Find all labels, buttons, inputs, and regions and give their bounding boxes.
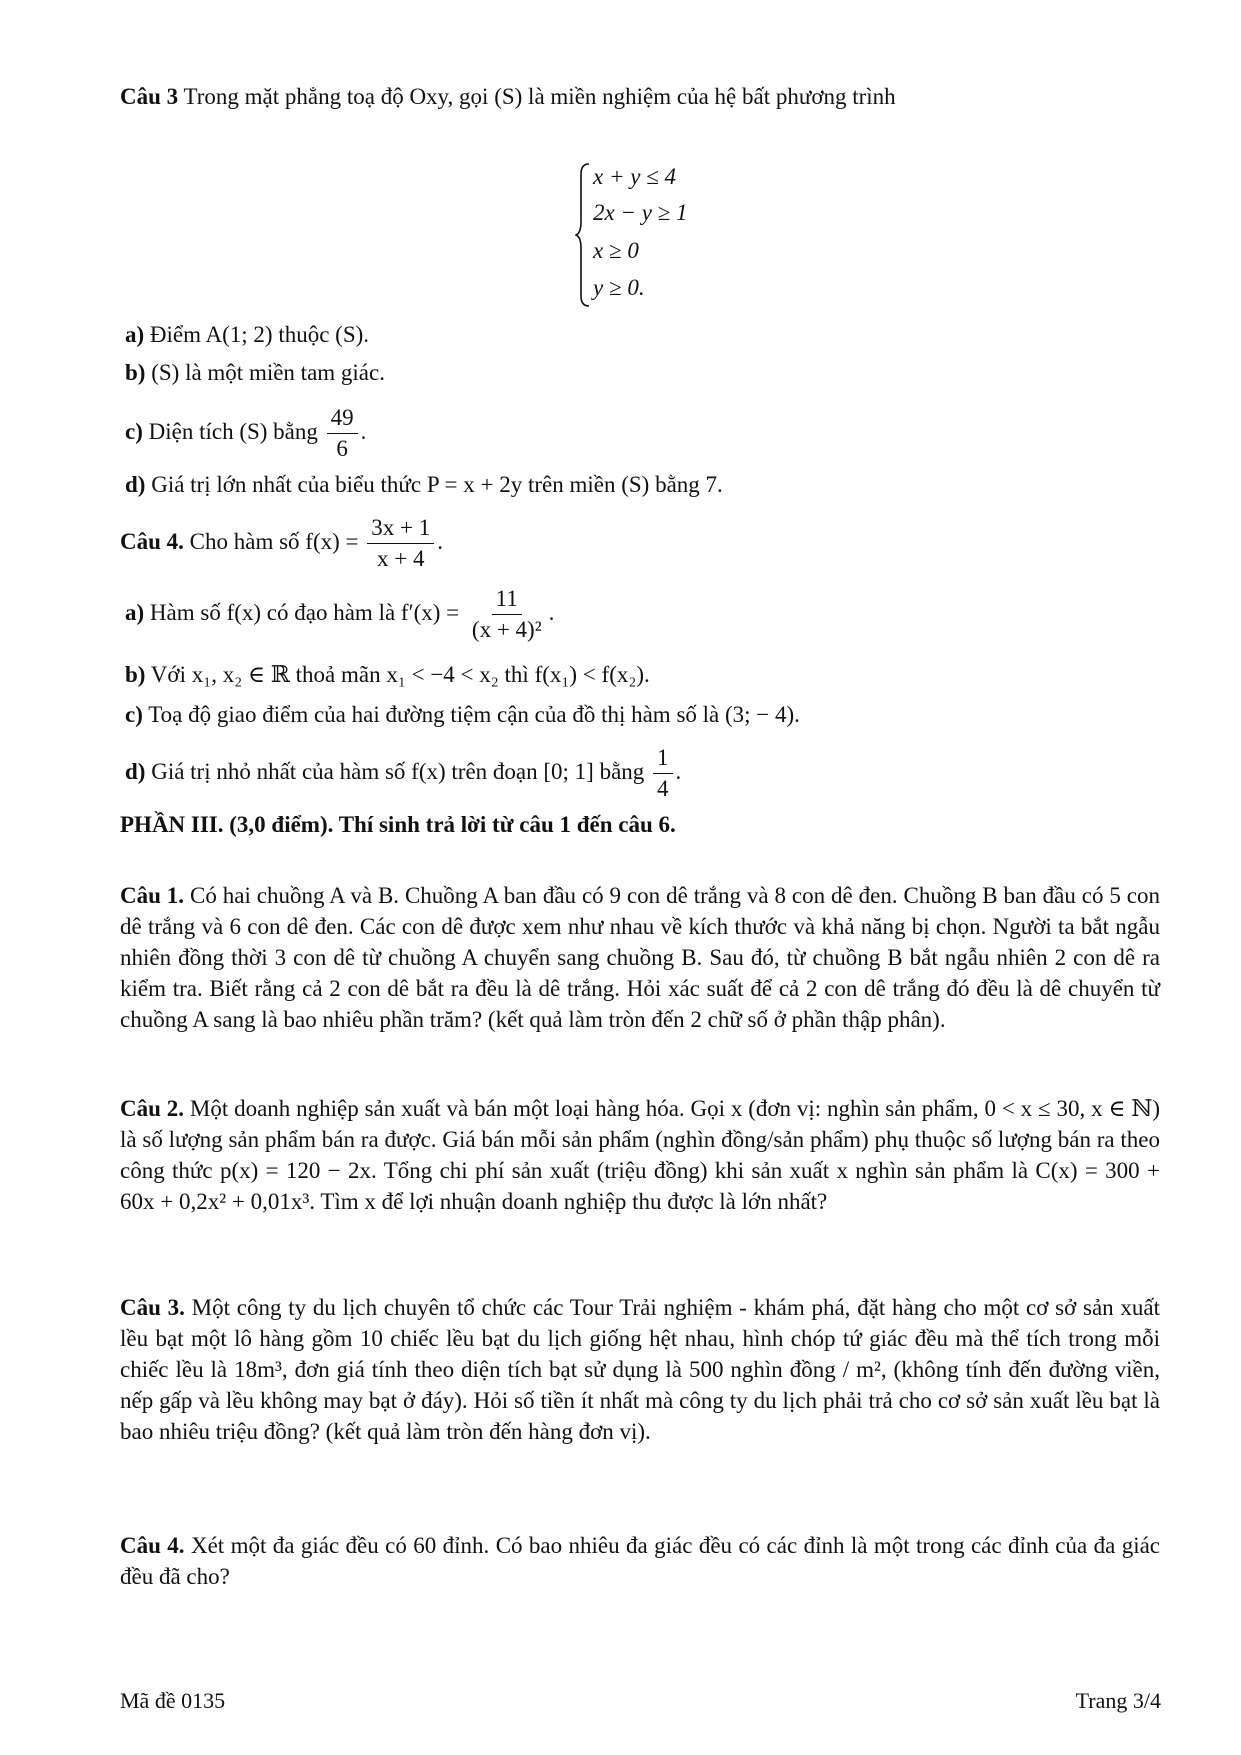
question-4 xyxy=(120,1530,1160,1592)
question-label: Câu 4. xyxy=(120,529,184,554)
fraction xyxy=(367,515,434,572)
fraction xyxy=(327,405,358,462)
option-label: d) xyxy=(125,472,146,497)
fraction xyxy=(468,586,546,643)
question-label: Câu 3. xyxy=(120,1295,185,1320)
system-row-4: y ≥ 0. xyxy=(593,275,645,300)
option-text: Giá trị lớn nhất của biểu thức P = x + 2y trên miền (S) bằng 7. xyxy=(151,472,723,497)
question-label: Câu 2. xyxy=(120,1096,185,1121)
option-b xyxy=(125,660,650,690)
question-text: Một doanh nghiệp sản xuất và bán một loại hàng hóa. Gọi x (đơn vị: nghìn sản phẩm, 0 < x ≤ 30, x ∈ ℕ) là số lượng sản phẩm bán ra được. Giá bán mỗi sản phẩm (nghìn đồng/sản phẩm) phụ thuộc số lượng bán ra theo công thức p(x) = 120 − 2x. Tổng chi phí sản xuất (triệu đồng) khi sản xuất x nghìn sản phẩm là C(x) = 300 + 60x + 0,2x² + 0,01x³. Tìm x để lợi nhuận doanh nghiệp thu được là lớn nhất? xyxy=(120,1096,1161,1214)
fraction-denominator: 6 xyxy=(336,436,348,462)
option-c xyxy=(125,700,800,730)
option-label: b) xyxy=(125,662,146,687)
option-a xyxy=(125,320,369,350)
option-d: d) Giá trị nhỏ nhất của hàm số f(x) trên đoạn [0; 1] bằng $\frac{1}{4}$ . xyxy=(125,745,682,802)
fraction-numerator: 1 xyxy=(653,745,673,774)
option-b xyxy=(125,358,385,388)
question-4-intro: Câu 4. Cho hàm số f(x) = $\frac{3x + 1}{x + 4}$ . xyxy=(120,515,443,572)
option-text: Giá trị nhỏ nhất của hàm số f(x) trên đoạn [0; 1] bằng xyxy=(151,759,645,784)
question-label: Câu 3 xyxy=(120,84,179,109)
fraction-numerator: 3x + 1 xyxy=(367,515,434,544)
section-heading: PHẦN III. (3,0 điểm). Thí sinh trả lời từ câu 1 đến câu 6. xyxy=(120,812,676,837)
option-label: c) xyxy=(125,702,143,727)
option-label: d) xyxy=(125,759,146,784)
fraction-numerator: 11 xyxy=(492,586,522,615)
option-text: Với x₁, x₂ ∈ ℝ thoả mãn x₁ < −4 < x₂ thì f(x₁) < f(x₂). xyxy=(150,662,650,687)
option-d xyxy=(125,470,723,500)
option-c: c) Diện tích (S) bằng $\frac{49}{6}$ . xyxy=(125,405,367,462)
fraction-numerator: 49 xyxy=(327,405,358,434)
question-label: Câu 4. xyxy=(120,1533,185,1558)
question-text: Trong mặt phẳng toạ độ Oxy, gọi (S) là miền nghiệm của hệ bất phương trình xyxy=(183,84,896,109)
question-3 xyxy=(120,1292,1160,1447)
page-number: Trang 3/4 xyxy=(1075,1688,1161,1713)
inequality-system xyxy=(575,160,745,310)
fraction-denominator: (x + 4)² xyxy=(471,617,542,643)
question-3-intro xyxy=(120,82,896,112)
fraction xyxy=(653,745,673,802)
question-text: Có hai chuồng A và B. Chuồng A ban đầu có 9 con dê trắng và 8 con dê đen. Chuồng B ban đầu có 5 con dê trắng và 6 con dê đen. Các con dê được xem như nhau về kích thước và khả năng bị chọn. Người ta bắt ngẫu nhiên đồng thời 3 con dê từ chuồng A chuyển sang chuồng B. Sau đó, từ chuồng B bắt ngẫu nhiên 2 con dê ra kiểm tra. Biết rằng cả 2 con dê bắt ra đều là dê trắng. Hỏi xác suất để cả 2 con dê trắng đó đều là dê chuyển từ chuồng A sang là bao nhiêu phần trăm? (kết quả làm tròn đến 2 chữ số ở phần thập phân). xyxy=(120,883,1160,1032)
left-brace-icon xyxy=(575,160,591,310)
option-label: c) xyxy=(125,419,143,444)
fraction-denominator: 4 xyxy=(657,776,669,802)
question-text: Xét một đa giác đều có 60 đỉnh. Có bao nhiêu đa giác đều có các đỉnh là một trong các đỉnh của đa giác đều đã cho? xyxy=(120,1533,1161,1589)
fraction-denominator: x + 4 xyxy=(377,546,425,572)
option-label: a) xyxy=(125,322,145,347)
question-2 xyxy=(120,1093,1160,1217)
option-text: Điểm A(1; 2) thuộc (S). xyxy=(149,322,370,347)
option-label: b) xyxy=(125,360,146,385)
system-row-3: x ≥ 0 xyxy=(593,238,639,263)
question-1 xyxy=(120,880,1160,1035)
system-row-2: 2x − y ≥ 1 xyxy=(593,200,688,225)
system-row-1: x + y ≤ 4 xyxy=(593,164,677,189)
option-label: a) xyxy=(125,600,145,625)
exam-code: Mã đề 0135 xyxy=(120,1688,226,1713)
option-a: a) Hàm số f(x) có đạo hàm là f′(x) = $\frac{11}{\text{(x + 4)²}}$ . xyxy=(125,586,555,643)
question-label: Câu 1. xyxy=(120,883,185,908)
option-text: Hàm số f(x) có đạo hàm là f′(x) = xyxy=(149,600,460,625)
question-text: Một công ty du lịch chuyên tổ chức các Tour Trải nghiệm - khám phá, đặt hàng cho một cơ sở sản xuất lều bạt một lô hàng gồm 10 chiếc lều bạt du lịch giống hệt nhau, hình chóp tứ giác đều mà thể tích trong mỗi chiếc lều là 18m³, đơn giá tính theo diện tích bạt sử dụng là 500 nghìn đồng / m², (không tính đến đường viền, nếp gấp và lều không may bạt ở đáy). Hỏi số tiền ít nhất mà công ty du lịch phải trả cho cơ sở sản xuất lều bạt là bao nhiêu triệu đồng? (kết quả làm tròn đến hàng đơn vị). xyxy=(120,1295,1161,1444)
option-text: Toạ độ giao điểm của hai đường tiệm cận của đồ thị hàm số là (3; − 4). xyxy=(148,702,800,727)
option-text: Diện tích (S) bằng xyxy=(148,419,318,444)
option-text: (S) là một miền tam giác. xyxy=(151,360,385,385)
question-text: Cho hàm số f(x) = xyxy=(189,529,359,554)
